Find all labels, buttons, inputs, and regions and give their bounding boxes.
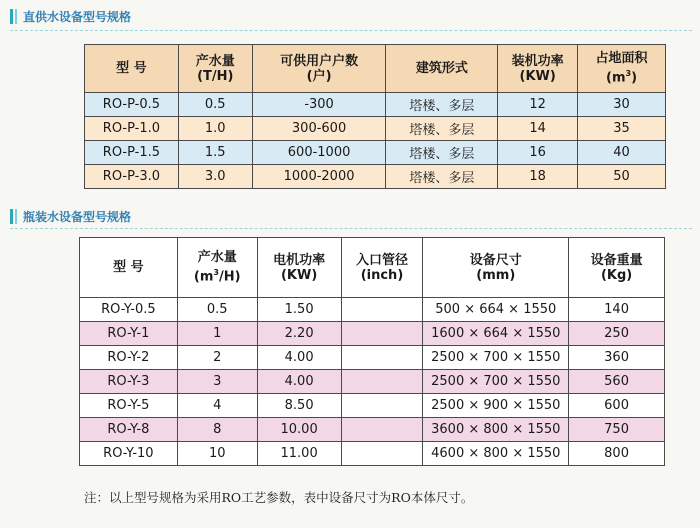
header-dimensions: 设备尺寸 (mm) — [423, 238, 569, 298]
cell-power: 16 — [498, 141, 578, 165]
table-row — [85, 165, 666, 189]
section-title-bottled-water — [10, 208, 131, 225]
header-water-output: 产水量 (T/H) — [178, 45, 252, 93]
cell-power: 14 — [498, 117, 578, 141]
cell-power: 18 — [498, 165, 578, 189]
cell-weight: 800 — [569, 442, 665, 466]
cell-model: RO-P-0.5 — [85, 93, 179, 117]
header-water-output: 产水量 $(m^3/H)$ — [177, 238, 257, 298]
cell-power: 12 — [498, 93, 578, 117]
section2-divider — [10, 228, 692, 229]
cell-weight: 140 — [569, 298, 665, 322]
table-row — [85, 93, 666, 117]
cell-dimensions: 500 × 664 × 1550 — [423, 298, 569, 322]
cell-inlet — [341, 370, 423, 394]
cell-building: 塔楼、多层 — [386, 165, 498, 189]
title-bar-icon — [10, 209, 17, 224]
cell-output: 0.5 — [177, 298, 257, 322]
header-building-type: 建筑形式 — [386, 45, 498, 93]
section-title-direct-supply — [10, 8, 131, 25]
header-weight: 设备重量 (Kg) — [569, 238, 665, 298]
header-model: 型 号 — [80, 238, 178, 298]
title-bar-icon — [10, 9, 17, 24]
cell-area: 35 — [578, 117, 666, 141]
cell-inlet — [341, 298, 423, 322]
cell-dimensions: 4600 × 800 × 1550 — [423, 442, 569, 466]
cell-weight: 560 — [569, 370, 665, 394]
cell-weight: 750 — [569, 418, 665, 442]
table-header-row — [85, 45, 666, 93]
header-floor-area: 占地面积 $(m^3)$ — [578, 45, 666, 93]
cell-households: 300-600 — [252, 117, 386, 141]
footnote: 注：以上型号规格为采用RO工艺参数，表中设备尺寸为RO本体尺寸。 — [84, 490, 474, 505]
header-motor-power: 电机功率 (KW) — [257, 238, 341, 298]
cell-weight: 250 — [569, 322, 665, 346]
cell-model: RO-P-1.5 — [85, 141, 179, 165]
header-model: 型 号 — [85, 45, 179, 93]
cell-area: 40 — [578, 141, 666, 165]
cell-area: 30 — [578, 93, 666, 117]
cell-model: RO-Y-3 — [80, 370, 178, 394]
cell-model: RO-P-1.0 — [85, 117, 179, 141]
cell-output: 2 — [177, 346, 257, 370]
table-row — [80, 394, 665, 418]
cell-output: 1 — [177, 322, 257, 346]
cell-households: 600-1000 — [252, 141, 386, 165]
section1-divider — [10, 30, 692, 31]
cell-output: 0.5 — [178, 93, 252, 117]
cell-dimensions: 2500 × 700 × 1550 — [423, 370, 569, 394]
cell-households: 1000-2000 — [252, 165, 386, 189]
cell-power: 4.00 — [257, 370, 341, 394]
table-row — [80, 442, 665, 466]
cell-model: RO-Y-2 — [80, 346, 178, 370]
header-households: 可供用户户数 (户) — [252, 45, 386, 93]
cell-inlet — [341, 322, 423, 346]
cell-model: RO-Y-10 — [80, 442, 178, 466]
cell-model: RO-P-3.0 — [85, 165, 179, 189]
table-row — [80, 370, 665, 394]
bottled-water-spec-table — [79, 237, 665, 466]
cell-output: 3.0 — [178, 165, 252, 189]
cell-power: 2.20 — [257, 322, 341, 346]
cell-output: 8 — [177, 418, 257, 442]
section1-title-text: 直供水设备型号规格 — [23, 10, 132, 24]
cell-model: RO-Y-1 — [80, 322, 178, 346]
cell-dimensions: 2500 × 700 × 1550 — [423, 346, 569, 370]
cell-model: RO-Y-0.5 — [80, 298, 178, 322]
cell-weight: 600 — [569, 394, 665, 418]
table-header-row — [80, 238, 665, 298]
cell-power: 8.50 — [257, 394, 341, 418]
header-power: 装机功率 (KW) — [498, 45, 578, 93]
table-row — [80, 298, 665, 322]
header-inlet-diameter: 入口管径 (inch) — [341, 238, 423, 298]
cell-dimensions: 3600 × 800 × 1550 — [423, 418, 569, 442]
table-row — [85, 117, 666, 141]
cell-inlet — [341, 346, 423, 370]
cell-model: RO-Y-8 — [80, 418, 178, 442]
cell-model: RO-Y-5 — [80, 394, 178, 418]
cell-output: 3 — [177, 370, 257, 394]
cell-inlet — [341, 394, 423, 418]
cell-households: -300 — [252, 93, 386, 117]
cell-power: 11.00 — [257, 442, 341, 466]
cell-weight: 360 — [569, 346, 665, 370]
cell-power: 1.50 — [257, 298, 341, 322]
cell-output: 4 — [177, 394, 257, 418]
direct-supply-spec-table — [84, 44, 666, 189]
cell-area: 50 — [578, 165, 666, 189]
cell-building: 塔楼、多层 — [386, 141, 498, 165]
cell-inlet — [341, 418, 423, 442]
cell-output: 10 — [177, 442, 257, 466]
table-row — [85, 141, 666, 165]
table-row — [80, 418, 665, 442]
cell-power: 4.00 — [257, 346, 341, 370]
table-row — [80, 322, 665, 346]
cell-output: 1.5 — [178, 141, 252, 165]
cell-output: 1.0 — [178, 117, 252, 141]
cell-dimensions: 1600 × 664 × 1550 — [423, 322, 569, 346]
table-row — [80, 346, 665, 370]
section2-title-text: 瓶装水设备型号规格 — [23, 210, 132, 224]
cell-building: 塔楼、多层 — [386, 117, 498, 141]
cell-dimensions: 2500 × 900 × 1550 — [423, 394, 569, 418]
cell-building: 塔楼、多层 — [386, 93, 498, 117]
cell-inlet — [341, 442, 423, 466]
cell-power: 10.00 — [257, 418, 341, 442]
